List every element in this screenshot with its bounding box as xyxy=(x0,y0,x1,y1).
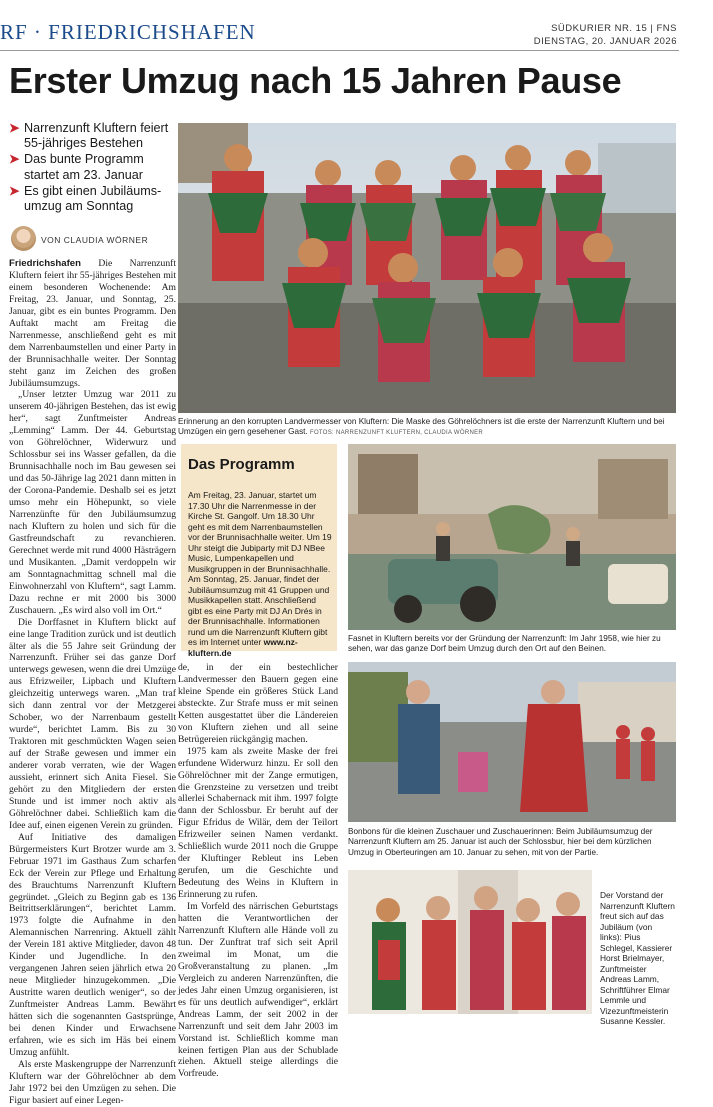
historic-photo-illustration xyxy=(348,444,676,630)
article-paragraph: Die Dorffasnet in Kluftern blickt auf eine lange Tradition zurück und ist deutlich älter als die 55 Jahre seit Gründung der Narrenzunft. Früher sei das ganze Dorf unterwegs gewesen, wenn die drei Umzüge aus Efrizweiler, Lipbach und Kluftern gleichzeitig unterwegs waren. „Man traf sich dann zentral vor der Metzgerei Schober, wo der Narrenbaum gestellt wurde“, berichtet Lamm. Bis zu 30 Traktoren mit geschmückten Wagen seien auf der Straße gewesen und immer ein anderer vorab verraten, wie der Wagen aussieht, erinnert sich Anita Fiesel. Sie gehört zu den Mitgliedern der ersten Stunde und ist immer noch aktiv als Göhrelöchner dabei. Schließlich kam die Idee auf, einen eigenen Verein zu gründen. xyxy=(9,616,176,831)
photo-board-members xyxy=(348,870,592,1014)
issue-info xyxy=(534,22,677,48)
photo-goehreloechner-group xyxy=(178,123,676,413)
author-name: VON CLAUDIA WÖRNER xyxy=(41,235,149,245)
photo2-caption: Fasnet in Kluftern bereits vor der Gründung der Narrenzunft: Im Jahr 1958, wie hier zu sehen, war das ganze Dorf beim Umzug durch den Ort auf den Beinen. xyxy=(348,634,661,654)
photo1-caption: Erinnerung an den korrupten Landvermesser von Kluftern: Die Maske des Göhrelöchners ist die erste der Narrenzunft Kluftern und bei Umzügen ein gern gesehener Gast. FOTOS: NARRENZUNFT KLUFTERN, CLAUDIA WÖRNER xyxy=(178,417,665,437)
article-paragraph: Im Vorfeld des närrischen Geburtstags hatten die Verantwortlichen der Narrenzunft Kluftern alle Hände voll zu tun. Der Zunftrat traf sich seit April zweimal im Monat, um die Großveranstaltung zu planen. „Im Vergleich zu anderen Narrenzünften, die jedes Jahr einen Umzug organisieren, ist es für uns deutlich aufwendiger“, erklärt Andreas Lamm, der seit 2002 in der Narrenzunft und seit dem Jahr 2003 im Vorstand ist. Schließlich komme man keinen fertigen Plan aus der Schublade ziehen. Aktuell steige allerdings die Vorfreude. xyxy=(178,901,338,1080)
section-title: RF · FRIEDRICHSHAFEN xyxy=(0,20,256,44)
dateline: Friedrichshafen xyxy=(9,258,81,269)
photo-credit: FOTOS: NARRENZUNFT KLUFTERN, CLAUDIA WÖRNER xyxy=(310,430,484,437)
photo-historic-1958 xyxy=(348,444,676,630)
article-paragraph: Als erste Maskengruppe der Narrenzunft Kluftern war der Göhrelöchner ab dem Jahr 1972 bei den Umzügen zu sehen. Die Figur basiert auf einer Legen- xyxy=(9,1058,176,1106)
article-paragraph: Auf Initiative des damaligen Bürgermeisters Kurt Brotzer wurde am 3. Februar 1971 im Gasthaus Zum scharfen Eck der Verein zur Pflege und Erhaltung des Brauchtums Narrenzunft Kluftern gegründet. „Gleich zu Beginn gab es 136 Beitrittserklärungen“, berichtet Lamm. 1973 folgte die Aufnahme in den Alemannischen Narrenring. Aktuell zählt der Verein 181 aktive Mitglieder, davon 48 Kinder und Jugendliche. In den vergangenen Jahren seien jährlich etwa 20 neue Mitglieder hinzugekommen. „Die Austritte waren deutlich weniger“, so der Zunftmeister Andreas Lamm. Bewährt hätten sich die sogenannten Gastsprünge, bei denen Kinder und Erwachsene erfahren, wie es sich im Häs bei einem Umzug anfühlt. xyxy=(9,831,176,1058)
paper-line: SÜDKURIER NR. 15 | FNS xyxy=(551,23,677,34)
program-box xyxy=(181,444,337,658)
teaser-bullets xyxy=(9,121,174,215)
program-text: Am Freitag, 23. Januar, startet um 17.30 Uhr die Narrenmesse in der Kirche St. Gangolf. Um 18.30 Uhr geht es mit dem Narrenbaumstellen vor der Brunnisachhalle weiter. Um 19 Uhr steigt die Jubiparty mit DJ NBee Music, Lumpenkapellen und Musikgruppen in der Brunnisachhalle. Am Sonntag, 25. Januar, findet der Jubiläumsumzug mit 41 Gruppen und Musikkapellen statt. Anschließend gibt es eine Party mit DJ An Drés in der Brunnisachhalle. Informationen rund um die Narrenzunft Kluftern gibt es im Internet unter www.nz-kluftern.de xyxy=(188,490,332,658)
author-byline xyxy=(9,226,174,252)
website-link[interactable]: www.nz-kluftern.de xyxy=(188,637,298,658)
headline: Erster Umzug nach 15 Jahren Pause xyxy=(9,60,622,101)
article-paragraph: Friedrichshafen Die Narrenzunft Kluftern feiert ihr 55-jähriges Bestehen mit einem besonderen Wochenende: Am Freitag, 23. Januar, und Sonntag, 25. Januar, gibt es ein buntes Programm. Den Auftakt macht am Freitag die Narrenmesse, anschließend geht es mit dem Narrenbaumstellen und einer Party in der Brunnisachhalle weiter. Der Sonntag steht ganz im Zeichen des großen Jubiläumsumzugs. xyxy=(9,258,176,389)
bullet-item: ➤ Es gibt einen Jubiläums-umzug am Sonntag xyxy=(9,183,162,214)
arrow-icon: ➤ xyxy=(9,183,20,198)
bullet-item: ➤ Das bunte Programm startet am 23. Januar xyxy=(9,152,144,182)
photo-schlossbur-bonbons xyxy=(348,662,676,822)
program-title: Das Programm xyxy=(188,456,295,473)
article-paragraph: 1975 kam als zweite Maske der frei erfundene Widerwurz hinzu. Er soll den Göhrelöchner mit der Zange ermutigen, die Grenzsteine zu versetzen und treibt allerlei Schabernack mit ihm. 1997 folgte dann der Schlossbur. Er beruht auf der Figur Efridus de Wilär, dem der Teilort Efrizweiler seinen Namen verdankt. Schließlich wurde 2011 noch die Gruppe der Kluftinger Rebleut ins Leben gerufen, um die Geschichte und Bedeutung des Weins in Kluftern in Erinnerung zu rufen. xyxy=(178,745,338,901)
article-paragraph: „Unser letzter Umzug war 2011 zu unserem 40-jährigen Bestehen, das ist ewig her“, sagt Zunftmeister Andreas „Lemming“ Lamm. Der 44. Geburtstag von Göhrelöchner, Widerwurz und Schlossbur sei ins Wasser gefallen, da die Brunnisachhalle noch im Bau gewesen sei und das 50-Jährige lag 2021 dann mitten in der Corona-Pandemie. Deshalb sei es jetzt umso mehr ein Höhepunkt, so viele Narrenzünfte für den Jubiläumsumzug nach Kluftern zu holen und sich für die Gastfreundschaft zu revanchieren. Gerechnet werde mit rund 4000 Hästrägern und Musikanten. „Damit verdoppeln wir am Sonntagnachmittag schnell mal die Einwohnerzahl von Kluftern“, sagt Lamm. Dazu rechne er mit 2000 bis 3000 Zuschauern. „Es wird also voll im Ort.“ xyxy=(9,389,176,616)
bonbons-photo-illustration xyxy=(348,662,676,822)
avatar xyxy=(11,226,36,251)
article-column-2 xyxy=(178,662,338,1080)
bullet-item: ➤ Narrenzunft Kluftern feiert 55-jähriges Bestehen xyxy=(9,121,169,151)
article-column-1 xyxy=(9,258,176,1106)
board-photo-illustration xyxy=(348,870,592,1014)
photo4-caption: Der Vorstand der Narrenzunft Kluftern freut sich auf das Jubiläum (von links): Pius Schlegel, Kassierer Horst Brielmayer, Zunftmeister Andreas Lamm, Schriftführer Elmar Lemmle und Vizezunftmeisterin Susanne Kessler. xyxy=(600,890,675,1026)
header-divider xyxy=(0,50,679,51)
date-line: DIENSTAG, 20. JANUAR 2026 xyxy=(533,36,677,47)
arrow-icon: ➤ xyxy=(9,121,20,135)
photo3-caption: Bonbons für die kleinen Zuschauer und Zuschauerinnen: Beim Jubiläumsumzug der Narrenzunft Kluftern am 25. Januar ist auch der Schlossbur, hier bei dem kürzlichen Umzug in Oberteuringen am 10. Januar zu sehen, mit von der Partie. xyxy=(348,827,653,857)
arrow-icon: ➤ xyxy=(9,152,20,167)
article-paragraph: de, in der ein bestechlicher Landvermesser den Bauern gegen eine kleine Spende ein größeres Stück Land absteckte. Zur Strafe muss er mit seinen Ketten ausgestattet über die Ländereien von Kluftern ziehen und all seine Betrügereien rückgängig machen. xyxy=(178,662,338,745)
goehreloechner-photo-illustration xyxy=(178,123,676,413)
